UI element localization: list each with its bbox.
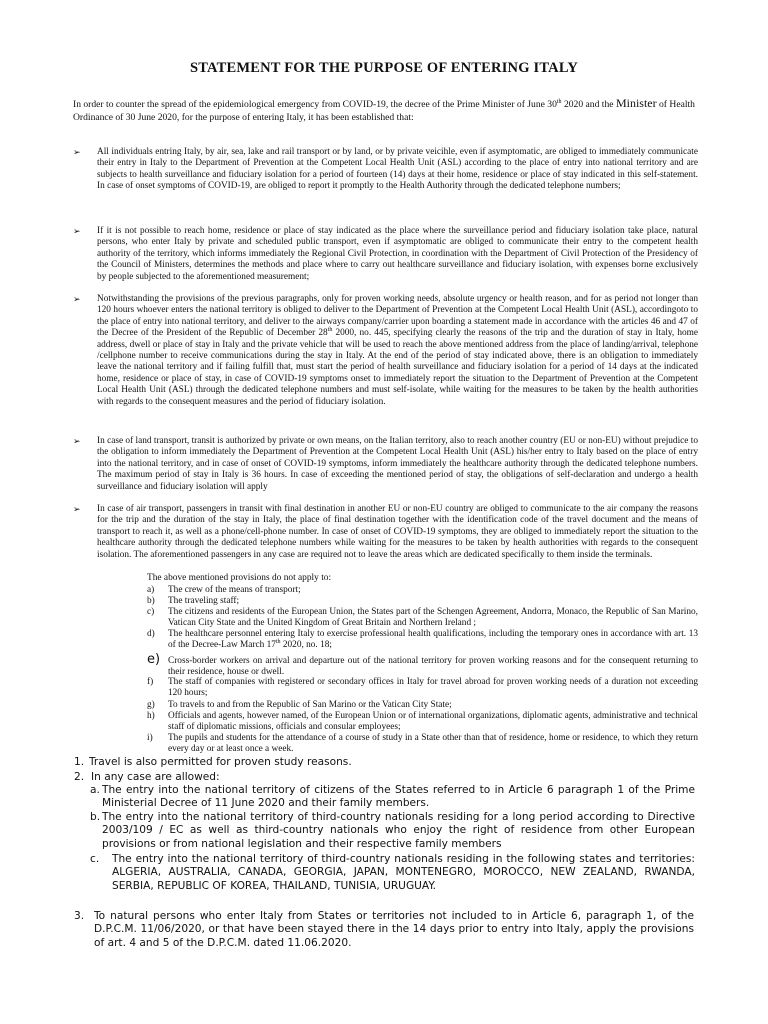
exception-letter: a)	[147, 585, 155, 595]
exception-text: The crew of the means of transport;	[168, 585, 301, 595]
allowed-text: The entry into the national territory of third-country nationals residing in the following states and territories: ALGERIA, AUSTRALIA, CANADA, GEORGIA, JAPAN, MONTENEGRO, MOROCCO, NEW ZEALAND, RWANDA, SERBIA, REPUBLIC OF KOREA, THAILAND, TUNISIA, URUGUAY.	[112, 853, 695, 892]
arrow-bullet-icon: ➢	[73, 504, 81, 514]
exception-letter: d)	[147, 629, 155, 639]
exception-text-part: The healthcare personnel entering Italy to exercise professional health qualifications, including the temporary ones in accordance with art. 13 of the Decree-Law March 17	[168, 629, 698, 651]
exception-text: The citizens and residents of the European Union, the States part of the Schengen Agreement, Andorra, Monaco, the Republic of San Marino, Vatican City State and the United Kingdom of Great Britain and Northern Ireland ;	[168, 607, 698, 629]
intro-text-3: of Health Ordinance of 30 June 2020, for the purpose of entering Italy, it has been established that:	[73, 99, 695, 123]
exception-text: Cross-border workers on arrival and departure out of the national territory for proven working reasons and for the consequent returning to their residence, house or dwell.	[168, 656, 698, 678]
exceptions-heading: The above mentioned provisions do not apply to:	[147, 573, 332, 583]
numbered-item	[74, 756, 694, 769]
exception-item	[147, 585, 698, 596]
intro-text-2: 2020 and the	[561, 99, 614, 110]
page-title: STATEMENT FOR THE PURPOSE OF ENTERING ITALY	[189, 60, 579, 76]
exception-item	[147, 733, 698, 756]
arrow-bullet-icon: ➢	[73, 294, 81, 304]
numbered-index: 2.	[74, 771, 85, 783]
bullet-item	[73, 294, 698, 408]
allowed-item	[90, 853, 695, 893]
exception-text: Officials and agents, however named, of the European Union or of international organizations, diplomatic agents, administrative and technical staff of diplomatic missions, officials and consular employees;	[168, 711, 698, 733]
exception-text	[168, 629, 698, 652]
numbered-index: 1.	[74, 756, 85, 768]
numbered-item	[74, 910, 694, 950]
bullet-text: In case of land transport, transit is authorized by private or own means, on the Italian territory, also to reach another country (EU or non-EU) without prejudice to the obligation to inform immediately the Department of Prevention at the Competent Local Health Unit (ASL) his/her entry to Italy based on the place of entry into the national territory, and in case of onset of COVID-19 symptoms, inform immediately the healthcare authority through the dedicated telephone numbers. The maximum period of stay in Italy is 36 hours. In case of exceeding the mentioned period of stay, the obligations of self-declaration and undergo a health surveillance and fiduciary isolation will apply	[97, 436, 698, 492]
exception-text: The traveling staff;	[168, 596, 240, 606]
exception-letter: h)	[147, 711, 155, 721]
numbered-index: 3.	[74, 910, 85, 922]
exception-letter: g)	[147, 700, 155, 710]
numbered-item	[74, 771, 694, 784]
exception-item	[147, 700, 698, 711]
bullet-text: In case of air transport, passengers in transit with final destination in another EU or non-EU country are obliged to communicate to the air company the reasons for the trip and the duration of the stay in Italy, the place of final destination together with the identification code of the travel document and the means of transport to reach it, as well as a phone/cell-phone number. In case of onset of COVID-19 symptoms, they are obliged to immediately report the situation to the healthcare authority through the dedicated telephone numbers while waiting for the measures to be taken by health authorities with regards to the consequent isolation. The aforementioned passengers in any case are required not to leave the areas which are dedicated specifically to them inside the terminals.	[97, 504, 698, 560]
allowed-letter: a.	[90, 784, 100, 796]
numbered-text: In any case are allowed:	[91, 771, 220, 783]
exception-letter: c)	[147, 607, 155, 617]
bullet-item	[73, 226, 698, 283]
bullet-text-part: Notwithstanding the provisions of the previous paragraphs, only for proven working needs, absolute urgency or health reason, and for as period not longer than 120 hours whoever enters the national territory is obliged to deliver to the Department of Prevention at the Competent Local Health Unit (ASL), accordingoto to the place of entry into national territory, and deliver to the airways company/carrier upon boarding a statement made in accordance with the articles 46 and 47 of the Decree of the President of the Republic of December 28	[97, 294, 698, 339]
arrow-bullet-icon: ➢	[73, 147, 81, 157]
bullet-text: If it is not possible to reach home, residence or place of stay indicated as the place where the surveillance period and fiduciary isolation take place, natural persons, who enter Italy by private and scheduled public transport, even if asymptomatic are obliged to communicate their entry to the competent health authority of the territory, which informs immediately the Regional Civil Protection, in coordination with the Department of Civil Protection of the Presidency of the Council of Ministers, determines the methods and place where to carry out healthcare surveillance and fiduciary isolation, with expenses borne exclusively by people subjected to the aforementioned measurement;	[97, 226, 698, 282]
bullet-superscript: th	[327, 327, 333, 334]
exception-letter: i)	[147, 733, 153, 743]
arrow-bullet-icon: ➢	[73, 436, 81, 446]
exception-text: The staff of companies with registered or secondary offices in Italy for travel abroad for proven working needs of a duration not exceeding 120 hours;	[168, 677, 698, 699]
intro-paragraph	[73, 97, 698, 124]
arrow-bullet-icon: ➢	[73, 226, 81, 236]
exception-letter: f)	[147, 677, 154, 687]
intro-superscript: th	[556, 98, 562, 105]
exception-text-part: 2020, no. 18;	[280, 640, 332, 651]
bullet-text: All individuals entring Italy, by air, sea, lake and rail transport or by land, or by private veicihle, even if asymptomatic, are obliged to immediately communicate their entry in Italy to the Department of Prevention at the Competent Local Health Unit (ASL) according to the place of entry into national territory and are subjects to health surveillance and fiduciary isolation for a period of fourteen (14) days at their home, residence or place of stay indicated in this self-statement. In case of onset symptoms of COVID-19, are obliged to report it promptly to the Health Authority through the dedicated telephone numbers;	[97, 147, 698, 192]
exception-item	[147, 711, 698, 734]
exception-text: To travels to and from the Republic of San Marino or the Vatican City State;	[168, 700, 452, 710]
allowed-item	[90, 811, 695, 851]
allowed-letter: c.	[90, 853, 100, 865]
intro-text-1: In order to counter the spread of the epidemiological emergency from COVID-19, the decree of the Prime Minister of June 30	[73, 99, 557, 110]
allowed-text: The entry into the national territory of third-country nationals residing for a long period according to Directive 2003/109 / EC as well as third-country nationals who enjoy the right of residence from other European provisions or from national legislation and their respective family members	[102, 811, 695, 850]
bullet-item	[73, 147, 698, 193]
bullet-text	[97, 294, 698, 408]
exception-item	[147, 607, 698, 630]
numbered-text: To natural persons who enter Italy from States or territories not included to in Article 6, paragraph 1, of the D.P.C.M. 11/06/2020, or that have been stayed there in the 14 days prior to entry into Italy, apply the provisions of art. 4 and 5 of the D.P.C.M. dated 11.06.2020.	[94, 910, 694, 949]
exception-item	[147, 677, 698, 700]
exception-letter: b)	[147, 596, 155, 606]
bullet-item	[73, 504, 698, 561]
allowed-text: The entry into the national territory of citizens of the States referred to in Article 6 paragraph 1 of the Prime Ministerial Decree of 11 June 2020 and their family members.	[102, 784, 695, 810]
bullet-text-part: 2000, no. 445, specifying clearly the reasons of the trip and the duration of stay in Italy, home address, dwell or place of stay in Italy and the private vehicle that will be used to reach the above mentioned address from the place of landing/arrival, telephone /cellphone number to receive communications during the stay in Italy. At the end of the period of stay indicated above, there is an obligation to immediately leave the national territory and if failing fulfill that, must start the period of health surveillance and fiduciary isolation for a period of 14 days at the indicated home, residence or place of stay, in case of COVID-19 symptoms onset to immediately report the situation to the Department of Prevention at the Competent Local Health Unit (ASL) through the dedicated telephone numbers and must self-isolate, while waiting for the measures to be taken by the health authorities with regards to the consequent measures and the period of fiduciary isolation.	[97, 328, 698, 407]
bullet-item	[73, 436, 698, 493]
exception-item	[147, 652, 698, 679]
allowed-letter: b.	[90, 811, 101, 823]
exception-letter: e)	[147, 652, 161, 667]
exception-text: The pupils and students for the attendance of a course of study in a State other than that of residence, home or residence, to which they return every day or at least once a week.	[168, 733, 698, 755]
exception-superscript: th	[275, 639, 281, 646]
allowed-item	[90, 784, 695, 811]
intro-minister: Minister	[615, 96, 657, 110]
exception-item	[147, 629, 698, 652]
exception-item	[147, 596, 698, 607]
numbered-text: Travel is also permitted for proven study reasons.	[89, 756, 352, 768]
